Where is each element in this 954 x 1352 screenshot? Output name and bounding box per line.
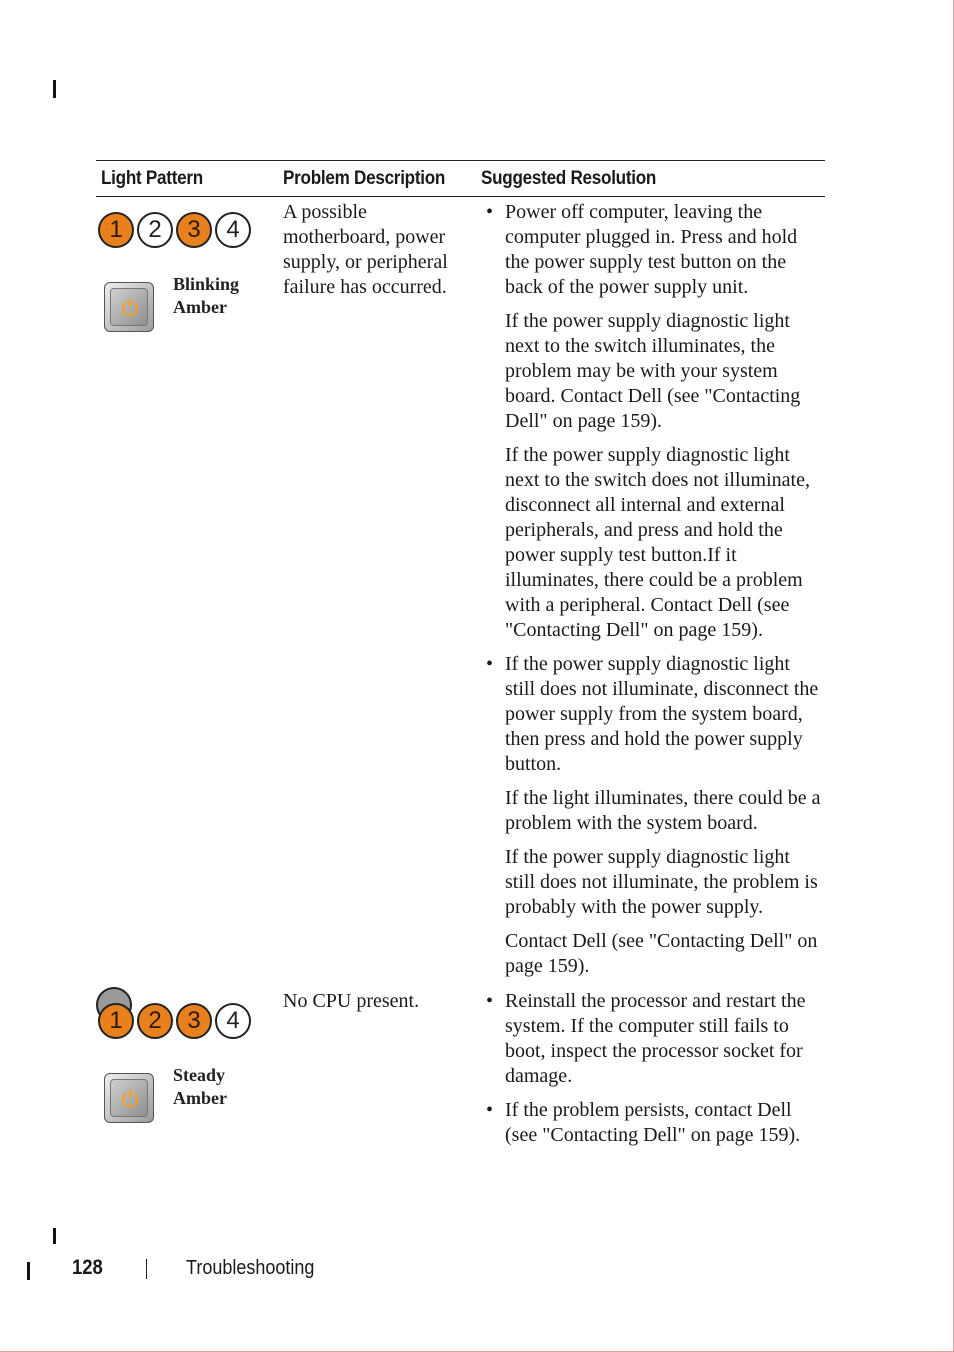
resolution-step: If the light illuminates, there could be a problem with the system board.	[505, 787, 821, 834]
table-top-rule	[96, 160, 825, 161]
header-bottom-rule	[96, 196, 825, 197]
power-light-state: Blinking Amber	[173, 274, 240, 317]
resolution-step: • Reinstall the processor and restart the system. If the computer still fails to boot, inspect the processor socket for damage.	[505, 989, 821, 1089]
header-suggested-resolution: Suggested Resolution	[481, 168, 657, 189]
diagnostic-light-1: 1	[98, 1003, 134, 1039]
change-bar-bottom	[53, 1228, 56, 1244]
diagnostic-light-3: 3	[176, 1003, 212, 1039]
resolution-step: • If the power supply diagnostic light still does not illuminate, disconnect the power supply from the system board, then press and hold the power supply button.	[505, 652, 821, 777]
page-number: 128	[72, 1256, 103, 1279]
diagnostic-light-4: 4	[215, 1003, 251, 1039]
suggested-resolution	[483, 989, 821, 1157]
change-bar-top	[53, 80, 56, 98]
resolution-step: If the power supply diagnostic light next to the switch does not illuminate, disconnect all internal and external peripherals, and press and hold the power supply test button.If it illuminates, there could be a problem with a peripheral. Contact Dell (see "Contacting Dell" on page 159).	[505, 444, 810, 641]
power-button-icon	[104, 282, 154, 332]
diagnostic-lights	[98, 212, 251, 248]
resolution-step: If the power supply diagnostic light next to the switch illuminates, the problem may be with your system board. Contact Dell (see "Contacting Dell" on page 159).	[505, 310, 801, 432]
problem-description: A possible motherboard, power supply, or peripheral failure has occurred.	[283, 201, 448, 298]
header-problem-description: Problem Description	[283, 168, 446, 189]
diagnostic-light-2: 2	[137, 212, 173, 248]
resolution-step: If the power supply diagnostic light still does not illuminate, the problem is probably with the power supply.	[505, 846, 818, 918]
header-light-pattern: Light Pattern	[101, 168, 203, 189]
problem-description: No CPU present.	[283, 990, 420, 1012]
diagnostic-light-4: 4	[215, 212, 251, 248]
resolution-step: • Power off computer, leaving the computer plugged in. Press and hold the power supply test button on the back of the power supply unit.	[505, 200, 821, 300]
resolution-step: Contact Dell (see "Contacting Dell" on page 159).	[505, 930, 818, 977]
section-title: Troubleshooting	[186, 1257, 315, 1279]
diagnostic-lights	[98, 1003, 251, 1039]
power-button-icon	[104, 1073, 154, 1123]
suggested-resolution	[483, 200, 821, 988]
footer-separator	[146, 1259, 147, 1279]
diagnostic-light-1: 1	[98, 212, 134, 248]
resolution-step: • If the problem persists, contact Dell (see "Contacting Dell" on page 159).	[505, 1098, 821, 1148]
diagnostic-light-3: 3	[176, 212, 212, 248]
diagnostic-light-2: 2	[137, 1003, 173, 1039]
footer-margin-bar	[27, 1262, 30, 1280]
power-light-state: Steady Amber	[173, 1065, 227, 1108]
